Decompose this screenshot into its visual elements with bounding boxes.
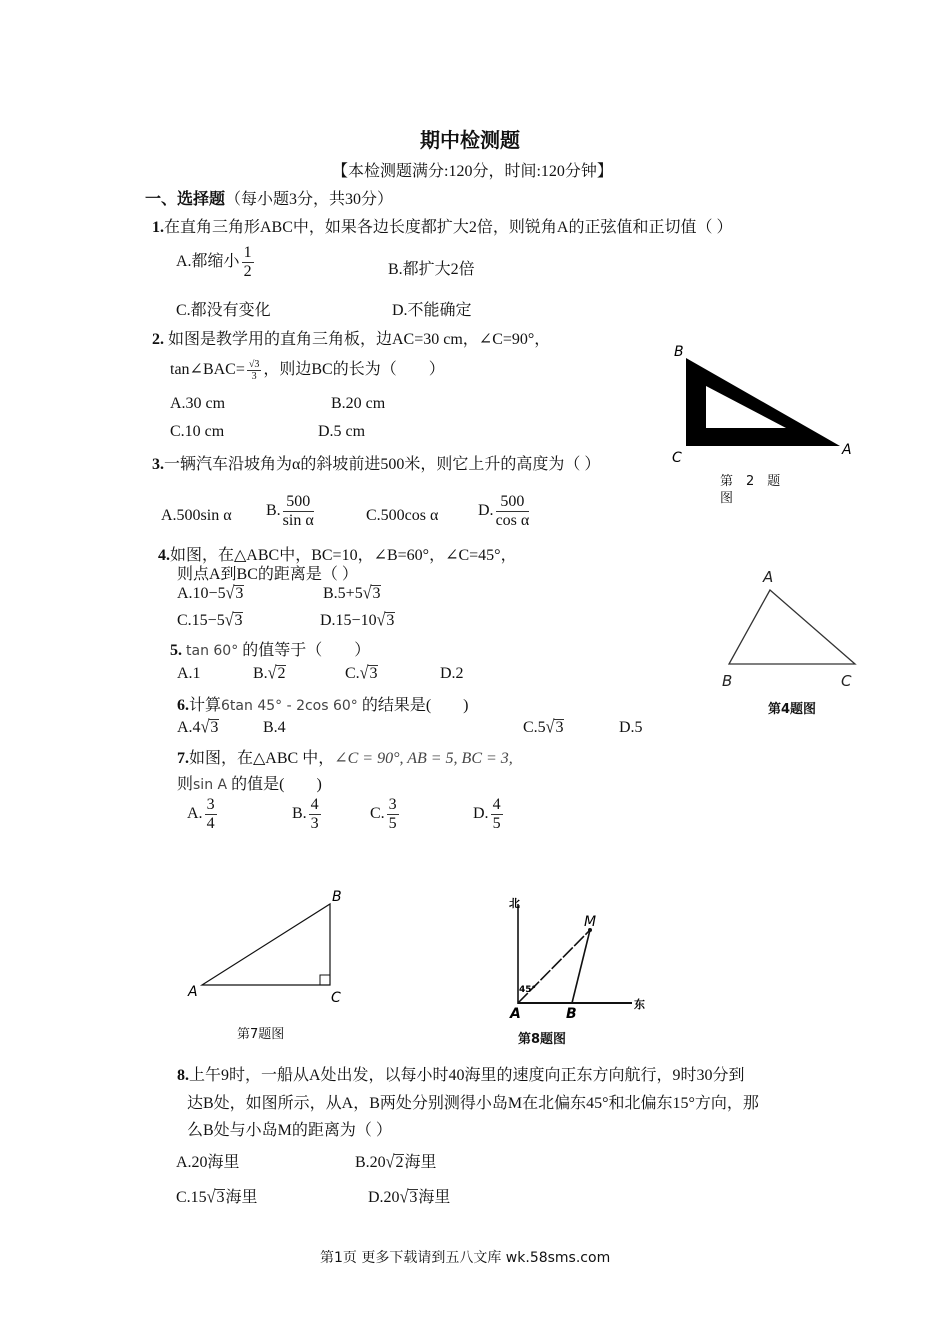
q3-d-letter: D.: [478, 502, 494, 520]
page-subtitle: 【本检测题满分:120分，时间:120分钟】: [332, 163, 613, 180]
q3-option-b: [266, 493, 316, 530]
q3-d-num: 500: [496, 493, 530, 512]
q2-stem-2: [170, 356, 445, 382]
page-title: 期中检测题: [420, 128, 520, 152]
q8-b-unit: 海里: [404, 1154, 437, 1171]
q7-triangle: [202, 904, 330, 985]
q7-a-letter: A.: [187, 805, 203, 823]
q1-option-c: C.都没有变化: [176, 302, 271, 319]
q7-d-letter: D.: [473, 805, 489, 823]
q8-number: 8.: [177, 1067, 189, 1084]
q8-option-d: D.20√3海里: [368, 1187, 451, 1208]
q8-c-unit: 海里: [225, 1189, 258, 1206]
q6-a-text: A.4: [177, 719, 201, 736]
q2-label-a: A: [842, 442, 852, 458]
q8-d-unit: 海里: [418, 1189, 451, 1206]
q8-label-m: M: [584, 914, 597, 930]
q1-a-fraction: [242, 244, 254, 281]
q8-c-text: C.15: [176, 1189, 207, 1206]
q3-text: 一辆汽车沿坡角为α的斜坡前进500米，则它上升的高度为（ ）: [164, 456, 601, 473]
q8-label-b: B: [566, 1006, 577, 1022]
q8-c-rad: 3: [216, 1189, 225, 1206]
q3-number: 3.: [152, 456, 164, 473]
q5-stem: [170, 637, 370, 660]
q7-b-den: 3: [310, 815, 319, 832]
q7-math-2: sin A: [193, 777, 228, 793]
q7-label-c: C: [331, 990, 341, 1006]
q1-a-den: 2: [243, 263, 252, 280]
q1-a-num: 1: [243, 244, 252, 261]
q8-option-a: A.20海里: [176, 1154, 240, 1171]
q8-b-rad: 2: [395, 1154, 404, 1171]
q7-c-letter: C.: [370, 805, 385, 823]
q3-b-den: sin α: [282, 512, 314, 529]
q7-label-b: B: [332, 889, 342, 905]
q4-label-b: B: [722, 672, 733, 690]
q4-b-text: B.5+5: [323, 585, 363, 602]
q6-stem: [177, 692, 468, 715]
q4-a-rad: 3: [235, 585, 244, 602]
q6-option-a: A.4√3: [177, 717, 219, 738]
q4-option-a: A.10−5√3: [177, 583, 244, 604]
q7-d-num: 4: [492, 796, 501, 813]
q3-d-den: cos α: [495, 512, 530, 529]
q4-triangle: [729, 590, 855, 664]
section-heading: [145, 186, 393, 209]
q3-d-fraction: [496, 493, 530, 530]
q7-option-c: [370, 796, 401, 833]
q7-c-num: 3: [388, 796, 397, 813]
q5-option-d: D.2: [440, 665, 464, 682]
q2-tan-text: tan∠BAC=: [170, 361, 245, 378]
q7-b-letter: B.: [292, 805, 307, 823]
q7-text-1: 如图，在△ABC 中，: [189, 750, 335, 767]
q2-label-c: C: [672, 450, 682, 466]
q8-b-text: B.20: [355, 1154, 386, 1171]
section-label: 一、选择题: [145, 191, 226, 208]
q4-a-text: A.10−5: [177, 585, 226, 602]
q7-math-1: ∠C = 90°, AB = 5, BC = 3,: [334, 750, 513, 767]
q5-text: 的值等于（ ）: [242, 642, 371, 659]
q6-expression: 6tan 45° - 2cos 60°: [221, 698, 358, 714]
q4-b-rad: 3: [372, 585, 381, 602]
q4-d-rad: 3: [386, 612, 395, 629]
q7-b-fraction: [309, 796, 321, 833]
q1-number: 1.: [152, 219, 164, 236]
q5-option-c: C.√3: [345, 663, 378, 684]
q5-c-rad: 3: [369, 665, 378, 682]
q8-line-3: 么B处与小岛M的距离为（ ）: [187, 1122, 392, 1139]
q7-a-den: 4: [206, 815, 215, 832]
q2-text-2: ，则边BC的长为（ ）: [263, 361, 445, 378]
section-note: （每小题3分，共30分）: [225, 191, 394, 208]
q4-option-c: C.15−5√3: [177, 610, 243, 631]
q6-a-rad: 3: [210, 719, 219, 736]
q8-line-1: [177, 1062, 745, 1085]
q7-option-d: [473, 796, 505, 833]
q3-b-fraction: [283, 493, 314, 530]
q4-c-text: C.15−5: [177, 612, 225, 629]
q1-option-b: B.都扩大2倍: [388, 261, 475, 278]
q5-b-text: B.: [253, 665, 268, 682]
q2-stem-1: [152, 326, 550, 349]
q5-option-a: A.1: [177, 665, 201, 682]
q4-label-c: C: [841, 672, 852, 690]
q4-d-text: D.15−10: [320, 612, 377, 629]
q2-fraction: [247, 359, 262, 382]
q7-text-2-pre: 则: [177, 776, 194, 793]
q8-text-1: 上午9时，一船从A处出发，以每小时40海里的速度向正东方向航行，9时30分到: [189, 1067, 745, 1084]
q1-text: 在直角三角形ABC中，如果各边长度都扩大2倍，则锐角A的正弦值和正切值（ ）: [164, 219, 733, 236]
q7-right-angle-mark: [320, 975, 330, 985]
q2-option-c: C.10 cm: [170, 423, 225, 440]
q8-figure: [500, 892, 650, 1022]
q5-b-rad: 2: [277, 665, 286, 682]
q8-label-east: 东: [634, 998, 645, 1011]
q4-text-1: 如图，在△ABC中，BC=10，∠B=60°，∠C=45°，: [170, 547, 517, 564]
q6-option-b: B.4: [263, 719, 286, 736]
q7-b-num: 4: [310, 796, 319, 813]
q2-frac-den: 3: [251, 370, 257, 382]
page-footer: 第1页 更多下载请到五八文库 wk.58sms.com: [320, 1250, 611, 1266]
q4-stem-2: 则点A到BC的距离是（ ）: [177, 566, 358, 583]
q1-option-a: [176, 244, 256, 281]
q1-option-d: D.不能确定: [392, 302, 472, 319]
q2-option-a: A.30 cm: [170, 395, 226, 412]
q4-number: 4.: [158, 547, 170, 564]
q7-c-fraction: [387, 796, 399, 833]
q5-number: 5.: [170, 642, 182, 659]
q7-caption: 第7题图: [237, 1027, 285, 1042]
q6-pre: 计算: [189, 697, 222, 714]
q5-expression: tan 60°: [186, 643, 239, 659]
q8-line-bm: [572, 930, 590, 1003]
q2-figure: [668, 340, 858, 470]
q7-label-a: A: [188, 984, 198, 1000]
q4-option-b: B.5+5√3: [323, 583, 381, 604]
q2-caption-1: 第 2 题: [720, 474, 781, 489]
q2-label-b: B: [674, 344, 684, 360]
q7-d-den: 5: [492, 815, 501, 832]
q6-option-c: C.5√3: [523, 717, 564, 738]
q3-b-num: 500: [283, 493, 314, 512]
q6-c-rad: 3: [555, 719, 564, 736]
q6-post: 的结果是( ): [361, 697, 469, 714]
q8-caption: 第8题图: [518, 1032, 567, 1047]
q4-label-a: A: [763, 568, 774, 586]
q4-c-rad: 3: [234, 612, 243, 629]
q8-label-north: 北: [509, 897, 520, 910]
q8-option-b: B.20√2海里: [355, 1152, 437, 1173]
q3-stem: [152, 451, 600, 474]
q4-figure: [715, 566, 865, 696]
q7-option-a: [187, 796, 219, 833]
q3-option-c: C.500cos α: [366, 507, 439, 524]
q1-stem: [152, 214, 732, 237]
q7-option-b: [292, 796, 323, 833]
q8-option-c: C.15√3海里: [176, 1187, 258, 1208]
q7-a-num: 3: [206, 796, 215, 813]
q8-d-rad: 3: [409, 1189, 418, 1206]
q2-frac-num: √3: [248, 358, 260, 370]
q5-option-b: B.√2: [253, 663, 286, 684]
q7-text-2-post: 的值是( ): [231, 776, 322, 793]
q3-option-d: [478, 493, 531, 530]
q3-b-letter: B.: [266, 502, 281, 520]
q6-c-text: C.5: [523, 719, 546, 736]
q2-option-d: D.5 cm: [318, 423, 366, 440]
q8-label-angle: 45°: [519, 985, 537, 995]
q2-caption-2: 图: [720, 491, 734, 506]
q2-number: 2.: [152, 331, 164, 348]
q7-c-den: 5: [388, 815, 397, 832]
q2-text-1: 如图是教学用的直角三角板，边AC=30 cm，∠C=90°，: [168, 331, 551, 348]
q5-c-text: C.: [345, 665, 360, 682]
q3-option-a: A.500sin α: [161, 507, 232, 524]
q7-a-fraction: [205, 796, 217, 833]
q7-figure: [180, 882, 360, 1012]
q2-option-b: B.20 cm: [331, 395, 386, 412]
q7-stem-2: [177, 771, 322, 794]
q7-stem-1: [177, 745, 513, 768]
q7-number: 7.: [177, 750, 189, 767]
q8-line-2: 达B处，如图所示，从A，B两处分别测得小岛M在北偏东45°和北偏东15°方向，那: [187, 1095, 759, 1112]
q8-d-text: D.20: [368, 1189, 400, 1206]
q8-label-a: A: [510, 1006, 521, 1022]
q6-option-d: D.5: [619, 719, 643, 736]
q1-a-text: A.都缩小: [176, 253, 240, 271]
q4-caption: 第4题图: [768, 702, 817, 717]
q4-option-d: D.15−10√3: [320, 610, 395, 631]
q6-number: 6.: [177, 697, 189, 714]
q7-d-fraction: [491, 796, 503, 833]
